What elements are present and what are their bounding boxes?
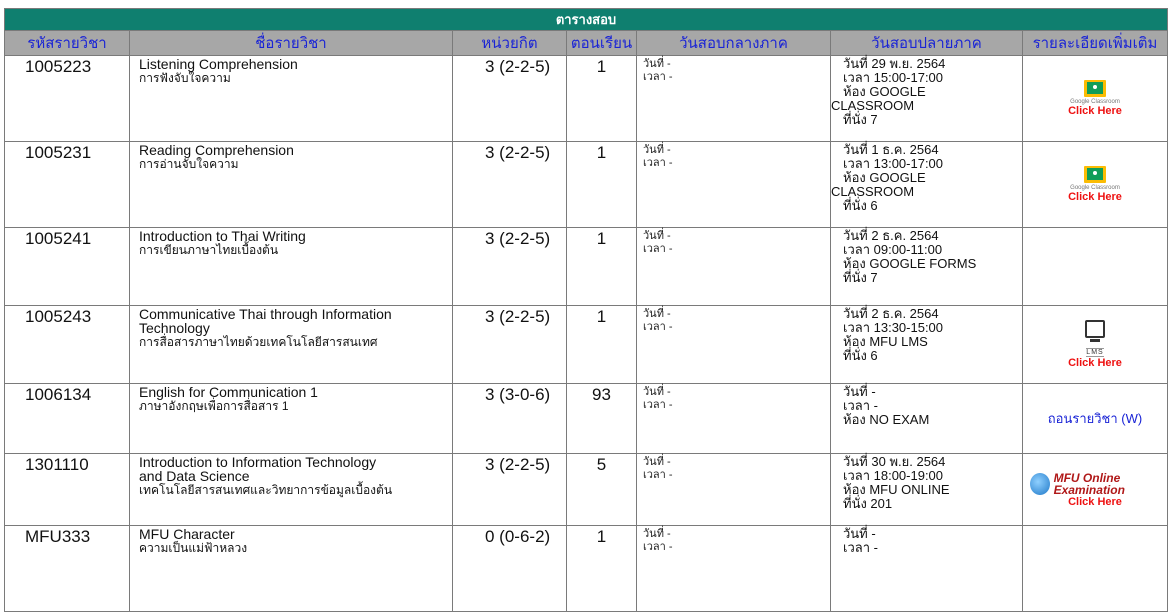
exam-table — [4, 8, 1168, 612]
course-name — [130, 142, 453, 228]
header-row — [5, 31, 1168, 56]
course-name-en-cont: Technology — [139, 320, 210, 336]
details-cell — [1023, 56, 1168, 142]
course-credit: 3 (3-0-6) — [453, 384, 567, 454]
midterm-date: วันที่ - — [643, 230, 671, 242]
course-code: 1005231 — [5, 142, 130, 228]
midterm-time: เวลา - — [643, 157, 673, 169]
final-exam — [831, 384, 1023, 454]
midterm-date: วันที่ - — [643, 528, 671, 540]
details-cell — [1023, 142, 1168, 228]
final-seat: ที่นั่ง 201 — [843, 496, 893, 511]
course-section: 1 — [567, 526, 637, 612]
final-exam — [831, 228, 1023, 306]
final-room: ห้อง NO EXAM — [843, 412, 930, 427]
mfu-online-link[interactable] — [1030, 472, 1160, 508]
course-name-en: Listening Comprehension — [139, 56, 298, 72]
course-name — [130, 228, 453, 306]
table-row — [5, 228, 1168, 306]
course-name-th: การสื่อสารภาษาไทยด้วยเทคโนโลยีสารสนเทศ — [139, 335, 378, 349]
google-classroom-link[interactable] — [1068, 166, 1122, 203]
table-row — [5, 56, 1168, 142]
table-title: ตารางสอบ — [5, 9, 1168, 31]
course-name-th: การเขียนภาษาไทยเบื้องต้น — [139, 243, 279, 257]
midterm-date: วันที่ - — [643, 456, 671, 468]
google-classroom-icon — [1084, 80, 1106, 97]
final-room: ห้อง GOOGLE — [843, 84, 926, 99]
final-room: ห้อง GOOGLE — [843, 170, 926, 185]
table-row — [5, 384, 1168, 454]
course-name-en: Introduction to Information Technology — [139, 454, 377, 470]
final-exam — [831, 56, 1023, 142]
course-section: 1 — [567, 142, 637, 228]
final-date: วันที่ 1 ธ.ค. 2564 — [843, 142, 939, 157]
midterm-time: เวลา - — [643, 469, 673, 481]
course-name-th: เทคโนโลยีสารสนเทศและวิทยาการข้อมูลเบื้องต้น — [139, 483, 393, 497]
final-exam — [831, 142, 1023, 228]
course-name-en: Communicative Thai through Information — [139, 306, 392, 322]
google-classroom-link[interactable] — [1068, 80, 1122, 117]
course-code: 1301110 — [5, 454, 130, 526]
course-credit: 3 (2-2-5) — [453, 306, 567, 384]
final-seat: ที่นั่ง 7 — [843, 270, 878, 285]
header-details: รายละเอียดเพิ่มเติม — [1023, 31, 1168, 56]
final-time: เวลา 15:00-17:00 — [843, 70, 944, 85]
course-name-en: English for Communication 1 — [139, 384, 318, 400]
mfu-online-caption: MFU Online Examination — [1053, 470, 1125, 497]
final-seat: ที่นั่ง 6 — [843, 198, 878, 213]
course-credit: 3 (2-2-5) — [453, 454, 567, 526]
course-name-th: การอ่านจับใจความ — [139, 157, 239, 171]
final-room: ห้อง MFU ONLINE — [843, 482, 950, 497]
final-time: เวลา 13:00-17:00 — [843, 156, 944, 171]
course-name-en: MFU Character — [139, 526, 235, 542]
final-date: วันที่ 30 พ.ย. 2564 — [843, 454, 946, 469]
course-code: MFU333 — [5, 526, 130, 612]
course-name — [130, 384, 453, 454]
final-seat: ที่นั่ง 7 — [843, 112, 878, 127]
final-time: เวลา 09:00-11:00 — [843, 242, 943, 257]
final-exam — [831, 306, 1023, 384]
course-section: 1 — [567, 228, 637, 306]
final-time: เวลา 13:30-15:00 — [843, 320, 944, 335]
course-code: 1005243 — [5, 306, 130, 384]
course-code: 1005223 — [5, 56, 130, 142]
course-name — [130, 454, 453, 526]
header-section: ตอนเรียน — [567, 31, 637, 56]
midterm-exam — [637, 228, 831, 306]
midterm-exam — [637, 454, 831, 526]
table-row — [5, 142, 1168, 228]
course-code: 1005241 — [5, 228, 130, 306]
course-credit: 3 (2-2-5) — [453, 142, 567, 228]
click-here-link[interactable]: Click Here — [1068, 357, 1122, 369]
course-credit: 0 (0-6-2) — [453, 526, 567, 612]
course-section: 93 — [567, 384, 637, 454]
header-final: วันสอบปลายภาค — [831, 31, 1023, 56]
course-name — [130, 526, 453, 612]
course-name-en: Introduction to Thai Writing — [139, 228, 306, 244]
midterm-date: วันที่ - — [643, 308, 671, 320]
course-name-en-cont: and Data Science — [139, 468, 250, 484]
final-room-cont: CLASSROOM — [831, 98, 915, 113]
final-time: เวลา - — [843, 398, 878, 413]
final-date: วันที่ - — [843, 526, 876, 541]
details-cell — [1023, 454, 1168, 526]
header-code: รหัสรายวิชา — [5, 31, 130, 56]
final-room: ห้อง MFU LMS — [843, 334, 928, 349]
lms-link[interactable] — [1068, 320, 1122, 369]
midterm-exam — [637, 56, 831, 142]
final-date: วันที่ 2 ธ.ค. 2564 — [843, 228, 939, 243]
lms-caption: LMS — [1086, 349, 1104, 356]
course-name-th: การฟังจับใจความ — [139, 71, 231, 85]
midterm-time: เวลา - — [643, 541, 673, 553]
withdraw-course-link[interactable]: ถอนรายวิชา (W) — [1047, 411, 1143, 426]
midterm-time: เวลา - — [643, 321, 673, 333]
midterm-exam — [637, 526, 831, 612]
mfu-online-logo-icon — [1030, 473, 1050, 495]
final-date: วันที่ - — [843, 384, 876, 399]
course-name — [130, 56, 453, 142]
google-classroom-caption: Google Classroom — [1070, 185, 1120, 191]
final-date: วันที่ 2 ธ.ค. 2564 — [843, 306, 939, 321]
midterm-time: เวลา - — [643, 399, 673, 411]
course-section: 5 — [567, 454, 637, 526]
midterm-time: เวลา - — [643, 71, 673, 83]
click-here-link[interactable]: Click Here — [1068, 191, 1122, 203]
google-classroom-icon — [1084, 166, 1106, 183]
course-credit: 3 (2-2-5) — [453, 228, 567, 306]
course-credit: 3 (2-2-5) — [453, 56, 567, 142]
exam-schedule — [4, 8, 1167, 612]
details-cell — [1023, 306, 1168, 384]
midterm-date: วันที่ - — [643, 58, 671, 70]
header-name: ชื่อรายวิชา — [130, 31, 453, 56]
midterm-time: เวลา - — [643, 243, 673, 255]
course-name-th: ความเป็นแม่ฟ้าหลวง — [139, 541, 248, 555]
click-here-link[interactable]: Click Here — [1068, 105, 1122, 117]
midterm-date: วันที่ - — [643, 144, 671, 156]
final-time: เวลา - — [843, 540, 878, 555]
table-row — [5, 454, 1168, 526]
course-code: 1006134 — [5, 384, 130, 454]
midterm-exam — [637, 384, 831, 454]
course-section: 1 — [567, 56, 637, 142]
details-cell — [1023, 384, 1168, 454]
click-here-link[interactable]: Click Here — [1068, 495, 1122, 508]
course-name-en: Reading Comprehension — [139, 142, 294, 158]
table-row — [5, 526, 1168, 612]
final-seat: ที่นั่ง 6 — [843, 348, 878, 363]
header-credit: หน่วยกิต — [453, 31, 567, 56]
midterm-date: วันที่ - — [643, 386, 671, 398]
final-exam — [831, 454, 1023, 526]
midterm-exam — [637, 306, 831, 384]
final-exam — [831, 526, 1023, 612]
course-name — [130, 306, 453, 384]
course-section: 1 — [567, 306, 637, 384]
midterm-exam — [637, 142, 831, 228]
table-row — [5, 306, 1168, 384]
header-midterm: วันสอบกลางภาค — [637, 31, 831, 56]
final-room-cont: CLASSROOM — [831, 184, 915, 199]
details-cell — [1023, 228, 1168, 306]
details-cell — [1023, 526, 1168, 612]
final-time: เวลา 18:00-19:00 — [843, 468, 944, 483]
final-date: วันที่ 29 พ.ย. 2564 — [843, 56, 946, 71]
course-name-th: ภาษาอังกฤษเพื่อการสื่อสาร 1 — [139, 399, 289, 413]
google-classroom-caption: Google Classroom — [1070, 99, 1120, 105]
monitor-icon — [1085, 320, 1105, 338]
final-room: ห้อง GOOGLE FORMS — [843, 256, 977, 271]
